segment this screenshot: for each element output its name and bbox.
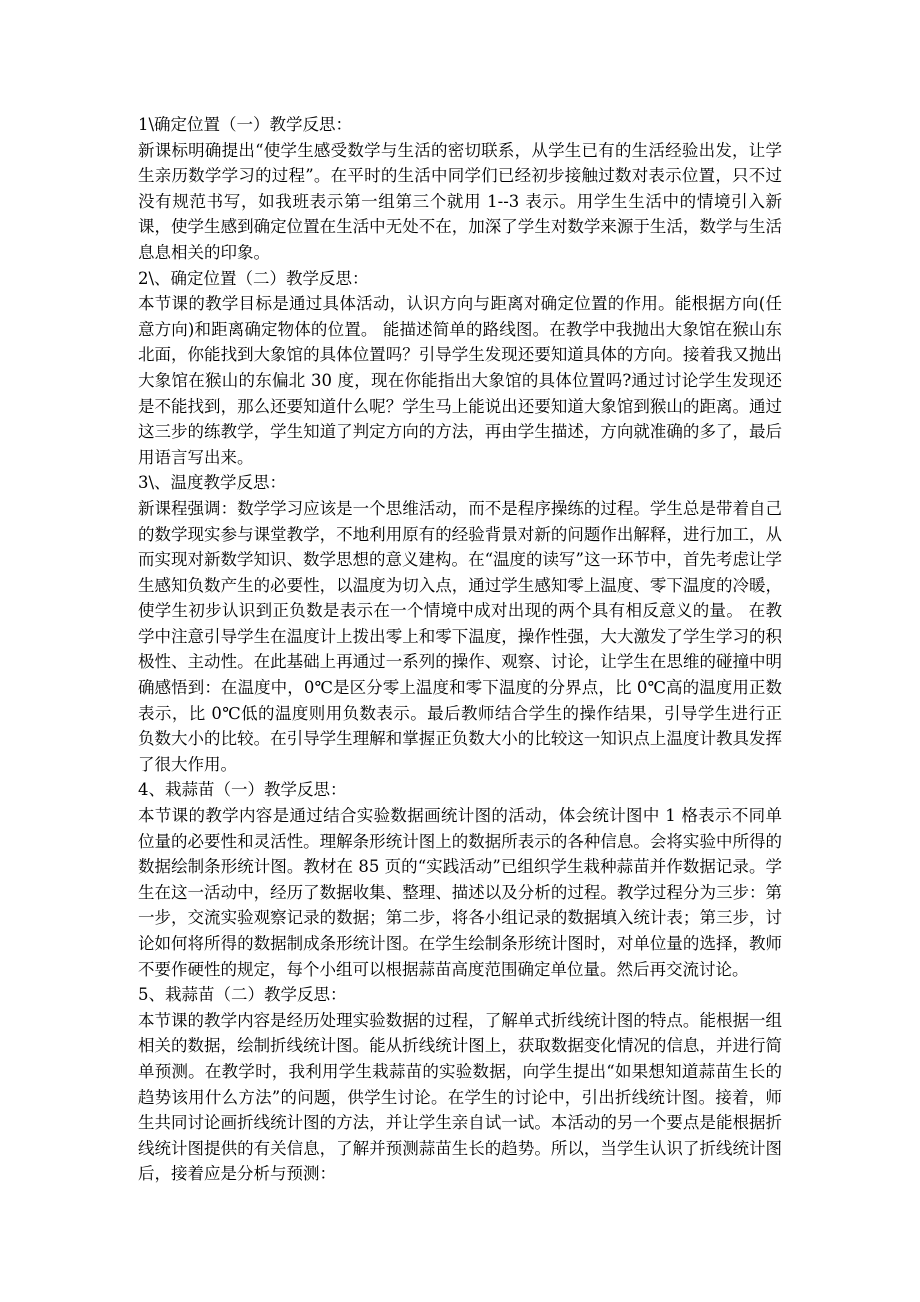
section-4: [138, 777, 782, 982]
section-body: 新课程强调：数学学习应该是一个思维活动，而不是程序操练的过程。学生总是带着自己的数学现实参与课堂教学，不地利用原有的经验背景对新的问题作出解释，进行加工，从而实现对新数学知识、数学思想的意义建构。在“温度的读写”这一环节中，首先考虑让学生感知负数产生的必要性，以温度为切入点，通过学生感知零上温度、零下温度的冷暖，使学生初步认识到正负数是表示在一个情境中成对出现的两个具有相反意义的量。 在教学中注意引导学生在温度计上拨出零上和零下温度，操作性强，大大激发了学生学习的积极性、主动性。在此基础上再通过一系列的操作、观察、讨论，让学生在思维的碰撞中明确感悟到：在温度中，0℃是区分零上温度和零下温度的分界点，比 0℃高的温度用正数表示，比 0℃低的温度则用负数表示。最后教师结合学生的操作结果，引导学生进行正负数大小的比较。在引导学生理解和掌握正负数大小的比较这一知识点上温度计教具发挥了很大作用。: [138, 498, 782, 774]
section-body: 本节课的教学内容是通过结合实验数据画统计图的活动，体会统计图中 1 格表示不同单位量的必要性和灵活性。理解条形统计图上的数据所表示的各种信息。会将实验中所得的数据绘制条形统计图。教材在 85 页的“实践活动”已组织学生栽种蒜苗并作数据记录。学生在这一活动中，经历了数据收集、整理、描述以及分析的过程。教学过程分为三步：第一步，交流实验观察记录的数据；第二步，将各小组记录的数据填入统计表；第三步，讨论如何将所得的数据制成条形统计图。在学生绘制条形统计图时，对单位量的选择，教师不要作硬性的规定，每个小组可以根据蒜苗高度范围确定单位量。然后再交流讨论。: [138, 806, 782, 979]
section-heading: 3\、温度教学反思：: [138, 473, 287, 493]
section-heading: 4、栽蒜苗（一）教学反思：: [138, 780, 347, 800]
document-page: [138, 112, 782, 1187]
section-2: [138, 266, 782, 471]
section-body: 本节课的教学内容是经历处理实验数据的过程，了解单式折线统计图的特点。能根据一组相关的数据，绘制折线统计图。能从折线统计图上，获取数据变化情况的信息，并进行简单预测。在教学时，我利用学生栽蒜苗的实验数据，向学生提出“如果想知道蒜苗生长的趋势该用什么方法”的问题，供学生讨论。在学生的讨论中，引出折线统计图。接着，师生共同讨论画折线统计图的方法，并让学生亲自试一试。本活动的另一个要点是能根据折线统计图提供的有关信息，了解并预测蒜苗生长的趋势。所以，当学生认识了折线统计图后，接着应是分析与预测：: [138, 1010, 782, 1184]
section-body: 本节课的教学目标是通过具体活动，认识方向与距离对确定位置的作用。能根据方向(任意方向)和距离确定物体的位置。 能描述简单的路线图。在教学中我抛出大象馆在猴山东北面，你能找到大象馆的具体位置吗？引导学生发现还要知道具体的方向。接着我又抛出大象馆在猴山的东偏北 30 度，现在你能指出大象馆的具体位置吗?通过讨论学生发现还是不能找到，那么还要知道什么呢？学生马上能说出还要知道大象馆到猴山的距离。通过这三步的练教学，学生知道了判定方向的方法，再由学生描述，方向就准确的多了，最后用语言写出来。: [138, 294, 782, 467]
section-heading: 1\确定位置（一）教学反思：: [138, 115, 353, 134]
section-5: [138, 982, 782, 1187]
section-body: 新课标明确提出“使学生感受数学与生活的密切联系，从学生已有的生活经验出发，让学生亲历数学学习的过程”。在平时的生活中同学们已经初步接触过数对表示位置，只不过没有规范书写，如我班表示第一组第三个就用 1--3 表示。用学生生活中的情境引入新课，使学生感到确定位置在生活中无处不在，加深了学生对数学来源于生活，数学与生活息息相关的印象。: [138, 140, 782, 262]
section-heading: 2\、确定位置（二）教学反思：: [138, 268, 369, 288]
section-1: [138, 112, 782, 266]
section-3: [138, 470, 782, 777]
section-heading: 5、栽蒜苗（二）教学反思：: [138, 985, 347, 1005]
